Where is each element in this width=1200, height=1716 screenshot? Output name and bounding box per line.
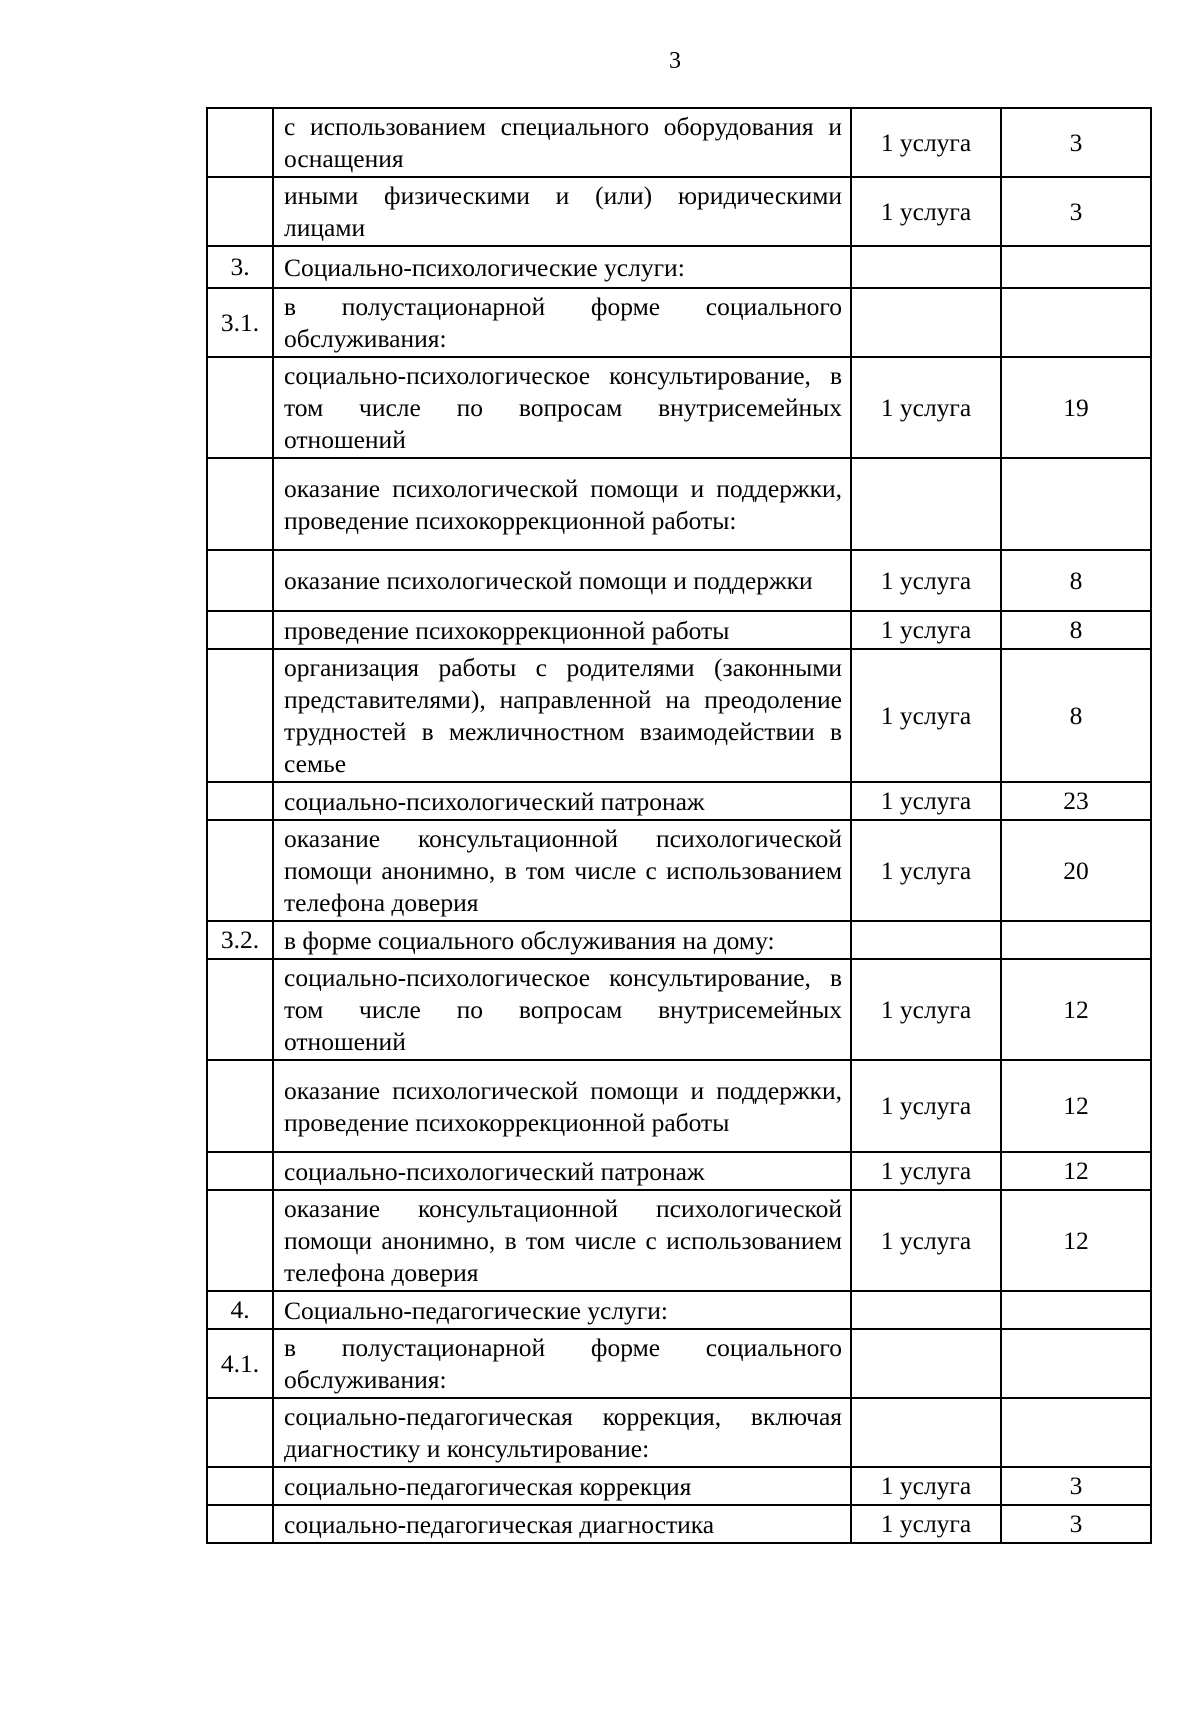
row-number-cell (207, 782, 273, 820)
value-cell (1001, 921, 1151, 959)
unit-cell (851, 458, 1001, 550)
service-name-cell: социально-психологическое консультирование, в том числе по вопросам внутрисемейных отношений (273, 357, 851, 458)
value-cell: 20 (1001, 820, 1151, 921)
service-name-cell: оказание психологической помощи и поддержки, проведение психокоррекционной работы: (273, 458, 851, 550)
table-row (207, 108, 1151, 177)
unit-cell: 1 услуга (851, 611, 1001, 649)
value-cell: 3 (1001, 108, 1151, 177)
service-name-cell: социально-психологический патронаж (273, 1152, 851, 1190)
row-number-cell (207, 1190, 273, 1291)
table-row (207, 611, 1151, 649)
value-cell: 12 (1001, 1190, 1151, 1291)
value-cell: 23 (1001, 782, 1151, 820)
row-number-cell (207, 1060, 273, 1152)
table-row (207, 357, 1151, 458)
row-number-cell (207, 458, 273, 550)
row-number-cell (207, 1505, 273, 1543)
value-cell: 12 (1001, 1152, 1151, 1190)
service-name-cell: социально-педагогическая диагностика (273, 1505, 851, 1543)
row-number-cell (207, 959, 273, 1060)
unit-cell (851, 1329, 1001, 1398)
service-name-cell: с использованием специального оборудования и оснащения (273, 108, 851, 177)
row-number-cell: 3.2. (207, 921, 273, 959)
row-number-cell (207, 108, 273, 177)
service-name-cell: Социально-психологические услуги: (273, 246, 851, 288)
unit-cell: 1 услуга (851, 1152, 1001, 1190)
unit-cell: 1 услуга (851, 782, 1001, 820)
service-name-cell: Социально-педагогические услуги: (273, 1291, 851, 1329)
value-cell (1001, 1329, 1151, 1398)
table-row (207, 246, 1151, 288)
table-row (207, 921, 1151, 959)
value-cell: 3 (1001, 177, 1151, 246)
service-name-cell: иными физическими и (или) юридическими лицами (273, 177, 851, 246)
row-number-cell (207, 1467, 273, 1505)
unit-cell (851, 1291, 1001, 1329)
value-cell: 8 (1001, 611, 1151, 649)
row-number-cell: 4. (207, 1291, 273, 1329)
table-row (207, 782, 1151, 820)
value-cell (1001, 1291, 1151, 1329)
service-name-cell: в полустационарной форме социального обслуживания: (273, 1329, 851, 1398)
unit-cell (851, 1398, 1001, 1467)
value-cell: 19 (1001, 357, 1151, 458)
row-number-cell (207, 357, 273, 458)
value-cell (1001, 458, 1151, 550)
value-cell: 8 (1001, 550, 1151, 611)
table-row (207, 550, 1151, 611)
unit-cell (851, 288, 1001, 357)
row-number-cell (207, 177, 273, 246)
row-number-cell (207, 649, 273, 782)
unit-cell: 1 услуга (851, 1190, 1001, 1291)
table-row (207, 1398, 1151, 1467)
unit-cell: 1 услуга (851, 1467, 1001, 1505)
service-name-cell: социально-педагогическая коррекция, включая диагностику и консультирование: (273, 1398, 851, 1467)
table-row (207, 649, 1151, 782)
service-name-cell: социально-психологическое консультирование, в том числе по вопросам внутрисемейных отношений (273, 959, 851, 1060)
unit-cell: 1 услуга (851, 1505, 1001, 1543)
row-number-cell: 3.1. (207, 288, 273, 357)
value-cell: 3 (1001, 1467, 1151, 1505)
table-row (207, 1060, 1151, 1152)
service-name-cell: оказание консультационной психологической помощи анонимно, в том числе с использованием телефона доверия (273, 820, 851, 921)
service-name-cell: социально-педагогическая коррекция (273, 1467, 851, 1505)
value-cell: 3 (1001, 1505, 1151, 1543)
table-row (207, 820, 1151, 921)
unit-cell: 1 услуга (851, 108, 1001, 177)
value-cell (1001, 246, 1151, 288)
service-name-cell: в форме социального обслуживания на дому: (273, 921, 851, 959)
service-name-cell: социально-психологический патронаж (273, 782, 851, 820)
unit-cell: 1 услуга (851, 177, 1001, 246)
unit-cell: 1 услуга (851, 820, 1001, 921)
row-number-cell: 4.1. (207, 1329, 273, 1398)
table-row (207, 1329, 1151, 1398)
unit-cell: 1 услуга (851, 1060, 1001, 1152)
services-table-body (207, 108, 1151, 1543)
table-row (207, 288, 1151, 357)
value-cell: 12 (1001, 959, 1151, 1060)
table-row (207, 1505, 1151, 1543)
page-number: 3 (669, 48, 681, 74)
service-name-cell: организация работы с родителями (законными представителями), направленной на преодоление трудностей в межличностном взаимодействии в семье (273, 649, 851, 782)
unit-cell: 1 услуга (851, 357, 1001, 458)
row-number-cell (207, 820, 273, 921)
table-row (207, 959, 1151, 1060)
table-row (207, 1152, 1151, 1190)
table-row (207, 177, 1151, 246)
unit-cell (851, 921, 1001, 959)
row-number-cell: 3. (207, 246, 273, 288)
service-name-cell: в полустационарной форме социального обслуживания: (273, 288, 851, 357)
service-name-cell: оказание психологической помощи и поддержки (273, 550, 851, 611)
service-name-cell: оказание психологической помощи и поддержки, проведение психокоррекционной работы (273, 1060, 851, 1152)
row-number-cell (207, 1398, 273, 1467)
service-name-cell: оказание консультационной психологической помощи анонимно, в том числе с использованием телефона доверия (273, 1190, 851, 1291)
unit-cell: 1 услуга (851, 649, 1001, 782)
table-row (207, 458, 1151, 550)
unit-cell (851, 246, 1001, 288)
table-row (207, 1467, 1151, 1505)
row-number-cell (207, 550, 273, 611)
table-row (207, 1190, 1151, 1291)
value-cell: 8 (1001, 649, 1151, 782)
unit-cell: 1 услуга (851, 550, 1001, 611)
unit-cell: 1 услуга (851, 959, 1001, 1060)
value-cell (1001, 1398, 1151, 1467)
table-row (207, 1291, 1151, 1329)
services-table (206, 107, 1152, 1544)
value-cell: 12 (1001, 1060, 1151, 1152)
service-name-cell: проведение психокоррекционной работы (273, 611, 851, 649)
row-number-cell (207, 611, 273, 649)
value-cell (1001, 288, 1151, 357)
row-number-cell (207, 1152, 273, 1190)
